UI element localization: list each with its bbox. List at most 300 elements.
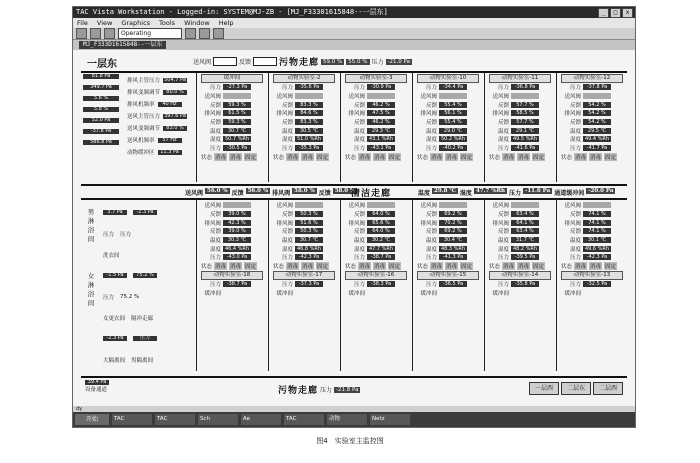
room-status-word[interactable]: 消毒: [431, 264, 443, 271]
room-data-value: 64.0 %: [367, 228, 395, 234]
room-data-label: 压力: [281, 146, 293, 153]
top-supply-label: 送风阀: [193, 59, 212, 66]
room-pressure-label: 压力: [209, 281, 221, 288]
top-value-2: 55.0 %: [348, 58, 368, 65]
dirty-corridor-label: 污物走廊: [279, 58, 320, 68]
room-data-label: 排风阀: [564, 111, 581, 118]
room-data-label: 送风阀: [348, 94, 365, 101]
room-data-label: 湿度: [353, 246, 365, 253]
room-pressure-value: -35.8 Pa: [511, 281, 539, 287]
room-data-row: [201, 126, 263, 135]
print-icon[interactable]: [199, 28, 210, 39]
room-data-row: [201, 100, 263, 109]
room-data-row: [489, 126, 551, 135]
room-data-row: [273, 118, 335, 127]
clean-corridor-item: 反馈: [231, 190, 244, 197]
menu-file[interactable]: File: [77, 19, 88, 27]
room-data-value: 30.1 ℃: [583, 237, 611, 243]
room-lab-name: 动物实验室-16: [345, 271, 407, 280]
room-data-row: [489, 218, 551, 227]
room-separator: [412, 199, 413, 371]
home-icon[interactable]: [104, 28, 115, 39]
room-status-word[interactable]: 消毒: [575, 264, 587, 271]
room-data-row: [201, 244, 263, 253]
room-data-row: [201, 109, 263, 118]
room-data-value: 64.0 %: [367, 211, 395, 217]
room-status-word[interactable]: 消毒: [374, 154, 386, 161]
room-status-word: 状态: [417, 264, 429, 271]
room-pressure-row: [273, 83, 335, 92]
room-valve-state: [583, 202, 611, 208]
room-data-row: [201, 218, 263, 227]
room-data-label: 排风阀: [204, 220, 221, 227]
clean-corridor-item: 送风阀: [185, 190, 204, 197]
room-data-row: [273, 244, 335, 253]
room-data-label: 湿度: [569, 246, 581, 253]
room-data-label: 反馈: [425, 229, 437, 236]
left-side-value: 81.8 Pa: [83, 74, 119, 79]
left-lower-a: 洗衣间: [103, 252, 120, 259]
footer-pressure-value: -21.8 Pa: [336, 386, 359, 393]
room-buffer-label: 缓冲间: [348, 290, 365, 297]
room-status-row: [273, 262, 335, 271]
room-data-row: [201, 210, 263, 219]
room-data-label: 送风阀: [276, 203, 293, 210]
close-button[interactable]: x: [622, 8, 633, 18]
room-pressure-label: 压力: [209, 85, 221, 92]
clean-corridor-item: -20.0 Pa: [588, 188, 614, 194]
room-data-row: [345, 227, 407, 236]
document-tabs: [73, 40, 635, 50]
room-data-row: [201, 118, 263, 127]
room-data-row: [345, 210, 407, 219]
room-status-word[interactable]: 消毒: [518, 154, 530, 161]
room-data-row: [561, 135, 623, 144]
room-lab-name: 动物实验室-15: [417, 271, 479, 280]
task-tac-2[interactable]: TAC: [155, 414, 195, 425]
menu-tools[interactable]: Tools: [159, 19, 176, 27]
room-data-row: [273, 253, 335, 262]
left-lower-a: -2.3 Pa: [103, 336, 127, 341]
room-data-value: 54.2 %: [583, 102, 611, 108]
room-data-label: 湿度: [353, 137, 365, 144]
room-data-label: 排风阀: [564, 220, 581, 227]
upper-divider: [81, 71, 627, 73]
room-separator: [556, 72, 557, 182]
room-data-value: 39.0 %: [223, 211, 251, 217]
room-data-row: [201, 144, 263, 153]
room-data-row: [489, 144, 551, 153]
settings-icon[interactable]: [213, 28, 224, 39]
room-valve-state: [295, 202, 323, 208]
room-data-row: [489, 118, 551, 127]
floor-title: 一层东: [87, 59, 117, 70]
left-lower-a: 3.7 Pa: [103, 210, 127, 215]
room-data-value: 49.5 %Rh: [512, 136, 538, 143]
lower-room-panel: [417, 201, 479, 297]
left-lower-row: [103, 265, 183, 286]
back-icon[interactable]: [76, 28, 87, 39]
room-status-word: 状态: [201, 264, 213, 271]
room-data-row: [417, 118, 479, 127]
room-status-word[interactable]: 消毒: [590, 264, 602, 271]
room-status-word[interactable]: 消毒: [503, 264, 515, 271]
room-data-value: 63.4 %: [511, 211, 539, 217]
room-data-value: 29.3 ℃: [367, 128, 395, 134]
room-status-word[interactable]: 消毒: [503, 154, 515, 161]
room-data-label: 压力: [569, 255, 581, 262]
room-pressure-value: -27.3 Pa: [223, 84, 251, 90]
room-data-label: 排风阀: [204, 111, 221, 118]
room-lab-name: 动物实验室-13: [561, 271, 623, 280]
room-data-label: 压力: [209, 146, 221, 153]
room-status-word[interactable]: 消毒: [287, 154, 299, 161]
left-panel-value: 397.6 Pa: [164, 112, 186, 119]
room-status-word[interactable]: 固定: [605, 154, 617, 161]
room-data-label: 温度: [569, 238, 581, 245]
room-status-word[interactable]: 消毒: [374, 264, 386, 271]
room-status-word[interactable]: 固定: [461, 154, 473, 161]
room-data-label: 压力: [569, 146, 581, 153]
room-status-word[interactable]: 固定: [245, 154, 257, 161]
menu-graphics[interactable]: Graphics: [121, 19, 151, 27]
clean-corridor-right: [418, 188, 615, 197]
room-status-word[interactable]: 消毒: [575, 154, 587, 161]
room-separator: [196, 199, 197, 371]
room-data-value: 74.1 %: [583, 211, 611, 217]
menu-view[interactable]: View: [96, 19, 113, 27]
room-data-value: -43.0 Pa: [223, 254, 251, 260]
room-data-label: 压力: [497, 255, 509, 262]
room-data-value: 51.6 %: [295, 220, 323, 226]
room-data-row: [273, 100, 335, 109]
clean-corridor-values: [185, 188, 357, 197]
room-data-label: 排风阀: [492, 220, 509, 227]
room-name: 动物实验室-10: [417, 74, 479, 83]
room-pressure-value: -37.8 Pa: [583, 84, 611, 90]
room-status-row: [201, 262, 263, 271]
room-status-word[interactable]: 消毒: [287, 264, 299, 271]
room-data-value: 46.4 %Rh: [224, 245, 250, 252]
top-feedback-label: 反馈: [239, 59, 252, 66]
room-data-row: [273, 92, 335, 101]
room-data-row: [561, 100, 623, 109]
room-data-label: 反馈: [209, 212, 221, 219]
room-data-label: 反馈: [281, 102, 293, 109]
room-data-row: [561, 126, 623, 135]
room-pressure-row: [273, 280, 335, 289]
task-animal[interactable]: 动物: [327, 414, 367, 425]
left-lower-row: [103, 328, 183, 349]
room-status-word: 状态: [273, 264, 285, 271]
alarm-icon[interactable]: [185, 28, 196, 39]
room-buffer-row: [561, 288, 623, 297]
room-data-row: [273, 144, 335, 153]
room-buffer-row: [273, 288, 335, 297]
room-data-row: [201, 236, 263, 245]
room-data-row: [345, 144, 407, 153]
room-data-row: [345, 244, 407, 253]
room-data-value: 59.3 %: [223, 102, 251, 108]
room-data-value: 64.1 %: [511, 220, 539, 226]
room-data-row: [273, 135, 335, 144]
left-lower-row: [103, 307, 183, 328]
room-data-label: 排风阀: [420, 111, 437, 118]
room-status-word[interactable]: 消毒: [431, 154, 443, 161]
room-data-value: 30.7 ℃: [223, 128, 251, 134]
left-lower-a: 女更衣间: [103, 315, 126, 322]
room-data-label: 反馈: [497, 120, 509, 127]
room-status-word: 状态: [489, 264, 501, 271]
room-data-row: [345, 135, 407, 144]
room-status-word[interactable]: 消毒: [590, 154, 602, 161]
room-data-value: -43.1 Pa: [367, 145, 395, 151]
room-buffer-label: 缓冲间: [276, 290, 293, 297]
task-tac-1[interactable]: TAC: [112, 414, 152, 425]
room-data-label: 反馈: [569, 120, 581, 127]
left-side-value: -37.8 Pa: [83, 129, 119, 134]
room-data-row: [489, 236, 551, 245]
left-panel-label: 送风机频率: [127, 138, 155, 144]
room-data-label: 反馈: [497, 212, 509, 219]
room-status-word[interactable]: 消毒: [359, 264, 371, 271]
room-status-word[interactable]: 消毒: [446, 264, 458, 271]
room-data-value: 74.1 %: [583, 228, 611, 234]
room-data-row: [345, 92, 407, 101]
start-button[interactable]: 开始: [75, 414, 109, 425]
room-data-value: -30.5 Pa: [223, 145, 251, 151]
room-name: 动物实验室-2: [273, 74, 335, 83]
room-buffer-label: 缓冲间: [204, 290, 221, 297]
room-data-label: 反馈: [209, 229, 221, 236]
menu-window[interactable]: Window: [184, 19, 210, 27]
taskbar: [73, 412, 635, 427]
clean-corridor-item: 58.0 %: [334, 188, 356, 194]
room-data-value: 84.6 %: [295, 110, 323, 116]
room-data-row: [345, 118, 407, 127]
room-data-row: [489, 100, 551, 109]
room-data-row: [273, 218, 335, 227]
room-status-word[interactable]: 消毒: [302, 154, 314, 161]
room-data-row: [417, 135, 479, 144]
room-data-row: [561, 244, 623, 253]
left-lower-a: 大隔离间: [103, 357, 126, 364]
floor-2-west-button[interactable]: 二层西: [593, 382, 623, 395]
room-pressure-label: 压力: [569, 281, 581, 288]
room-separator: [484, 72, 485, 182]
room-data-row: [417, 100, 479, 109]
clean-corridor-item: 排风阀: [272, 190, 291, 197]
room-data-label: 反馈: [353, 120, 365, 127]
room-data-label: 湿度: [569, 137, 581, 144]
room-data-value: 56.1 %: [439, 110, 467, 116]
room-data-value: 29.1 ℃: [511, 128, 539, 134]
room-data-label: 反馈: [425, 212, 437, 219]
mode-select[interactable]: Operating: [118, 28, 182, 39]
room-data-value: 49.4 %Rh: [584, 136, 610, 143]
room-data-label: 送风阀: [204, 94, 221, 101]
room-data-row: [273, 126, 335, 135]
room-status-word[interactable]: 消毒: [302, 264, 314, 271]
room-status-word: 状态: [345, 264, 357, 271]
room-data-row: [561, 92, 623, 101]
room-data-row: [561, 118, 623, 127]
room-data-label: 压力: [497, 146, 509, 153]
room-status-word: 状态: [345, 154, 357, 161]
top-feedback-box: [253, 57, 277, 66]
task-ae[interactable]: Ae: [241, 414, 281, 425]
room-status-word[interactable]: 固定: [389, 264, 401, 271]
room-valve-state: [367, 202, 395, 208]
room-valve-state: [295, 93, 323, 99]
room-data-label: 温度: [209, 128, 221, 135]
room-data-label: 送风阀: [204, 203, 221, 210]
room-data-row: [561, 253, 623, 262]
left-side-value: 52.0 Pa: [83, 118, 119, 123]
room-data-row: [417, 210, 479, 219]
room-status-word: 状态: [561, 264, 573, 271]
application-window: [72, 6, 636, 428]
room-data-row: [417, 227, 479, 236]
task-netz[interactable]: Netz: [370, 414, 410, 425]
room-data-label: 反馈: [569, 212, 581, 219]
room-data-value: 30.2 ℃: [367, 237, 395, 243]
room-data-label: 反馈: [353, 212, 365, 219]
room-data-label: 反馈: [353, 102, 365, 109]
room-separator: [340, 199, 341, 371]
equipment-channel: [85, 379, 109, 393]
room-data-label: 湿度: [425, 137, 437, 144]
left-panel-value: 11.3 Pa: [158, 150, 182, 155]
room-data-row: [345, 236, 407, 245]
floor-2-east-button[interactable]: 二层东: [561, 382, 591, 395]
room-status-row: [273, 153, 335, 162]
room-status-word: 状态: [273, 154, 285, 161]
room-data-label: 反馈: [425, 120, 437, 127]
room-data-value: 47.7 %Rh: [368, 245, 394, 252]
room-data-row: [417, 218, 479, 227]
floor-1-west-button[interactable]: 一层西: [529, 382, 559, 395]
room-pressure-label: 压力: [425, 85, 437, 92]
room-pressure-label: 压力: [281, 281, 293, 288]
menu-help[interactable]: Help: [218, 19, 234, 27]
room-pressure-row: [201, 280, 263, 289]
room-buffer-row: [201, 288, 263, 297]
room-data-row: [417, 253, 479, 262]
room-status-word[interactable]: 消毒: [230, 264, 242, 271]
room-status-word[interactable]: 消毒: [230, 154, 242, 161]
top-status: [193, 55, 412, 68]
room-status-word[interactable]: 固定: [533, 154, 545, 161]
room-status-word[interactable]: 消毒: [446, 154, 458, 161]
room-status-word[interactable]: 消毒: [215, 154, 227, 161]
room-data-value: 83.3 %: [295, 102, 323, 108]
task-tac-3[interactable]: TAC: [284, 414, 324, 425]
room-data-row: [561, 210, 623, 219]
left-lower-b: 隔冲走廊: [131, 315, 154, 322]
minimize-button[interactable]: _: [598, 8, 609, 18]
room-pressure-row: [561, 83, 623, 92]
room-pressure-label: 压力: [425, 281, 437, 288]
room-data-value: 42.3 %: [223, 220, 251, 226]
room-data-row: [561, 218, 623, 227]
room-data-value: 63.4 %: [511, 228, 539, 234]
room-buffer-row: [417, 288, 479, 297]
room-data-row: [561, 109, 623, 118]
left-side-value: 5.6 %: [83, 96, 119, 101]
room-pressure-row: [345, 280, 407, 289]
room-pressure-value: -36.5 Pa: [439, 281, 467, 287]
room-lab-name: 动物实验室-18: [201, 271, 263, 280]
tab-document[interactable]: MJ_F333D1615848--一层东: [79, 41, 166, 49]
forward-icon[interactable]: [90, 28, 101, 39]
room-pressure-row: [201, 83, 263, 92]
room-status-word[interactable]: 固定: [245, 264, 257, 271]
room-status-word[interactable]: 固定: [317, 154, 329, 161]
room-data-value: 30.7 ℃: [295, 237, 323, 243]
room-data-value: 69.2 %: [439, 211, 467, 217]
room-data-label: 温度: [425, 128, 437, 135]
equipment-value: 39.4 Pa: [85, 380, 109, 385]
top-supply-box: [213, 57, 237, 66]
room-data-label: 温度: [281, 128, 293, 135]
room-data-value: 57.7 %: [511, 119, 539, 125]
room-data-label: 压力: [425, 146, 437, 153]
room-data-row: [561, 201, 623, 210]
room-status-word: 状态: [561, 154, 573, 161]
lower-room-panel: [489, 201, 551, 297]
room-status-word[interactable]: 消毒: [518, 264, 530, 271]
room-separator: [340, 72, 341, 182]
left-panel-value: 40 Hz: [158, 102, 182, 107]
left-panel-label: 动物缓冲区: [127, 150, 155, 156]
room-status-word[interactable]: 固定: [605, 264, 617, 271]
room-status-word[interactable]: 固定: [533, 264, 545, 271]
room-data-row: [201, 135, 263, 144]
room-data-label: 温度: [209, 238, 221, 245]
room-data-value: 69.2 %: [439, 228, 467, 234]
room-data-value: 46.8 %Rh: [296, 245, 322, 252]
room-pressure-value: -34.4 Pa: [439, 84, 467, 90]
room-status-word[interactable]: 固定: [461, 264, 473, 271]
lab-room-panel: [489, 74, 551, 161]
room-status-word[interactable]: 固定: [389, 154, 401, 161]
room-status-row: [201, 153, 263, 162]
room-data-row: [345, 100, 407, 109]
room-status-word[interactable]: 固定: [317, 264, 329, 271]
left-lower-row: [103, 349, 183, 370]
left-lower-b: 75.2 %: [120, 293, 140, 300]
room-data-label: 反馈: [569, 229, 581, 236]
clean-corridor-item: 58.0 %: [294, 188, 315, 194]
room-data-label: 排风阀: [420, 220, 437, 227]
room-status-word[interactable]: 消毒: [215, 264, 227, 271]
room-data-value: 58.5 %: [511, 110, 539, 116]
room-pressure-value: -32.5 Pa: [583, 281, 611, 287]
room-status-word[interactable]: 消毒: [359, 154, 371, 161]
room-status-row: [417, 153, 479, 162]
room-data-label: 压力: [209, 255, 221, 262]
room-data-value: -41.7 Pa: [583, 145, 611, 151]
room-data-label: 温度: [281, 238, 293, 245]
maximize-button[interactable]: □: [610, 8, 621, 18]
room-pressure-row: [489, 280, 551, 289]
task-sch[interactable]: Sch: [198, 414, 238, 425]
left-lower-a: 压力: [103, 231, 115, 238]
room-data-label: 湿度: [281, 137, 293, 144]
room-data-value: -41.6 Pa: [511, 145, 539, 151]
room-data-label: 湿度: [497, 246, 509, 253]
